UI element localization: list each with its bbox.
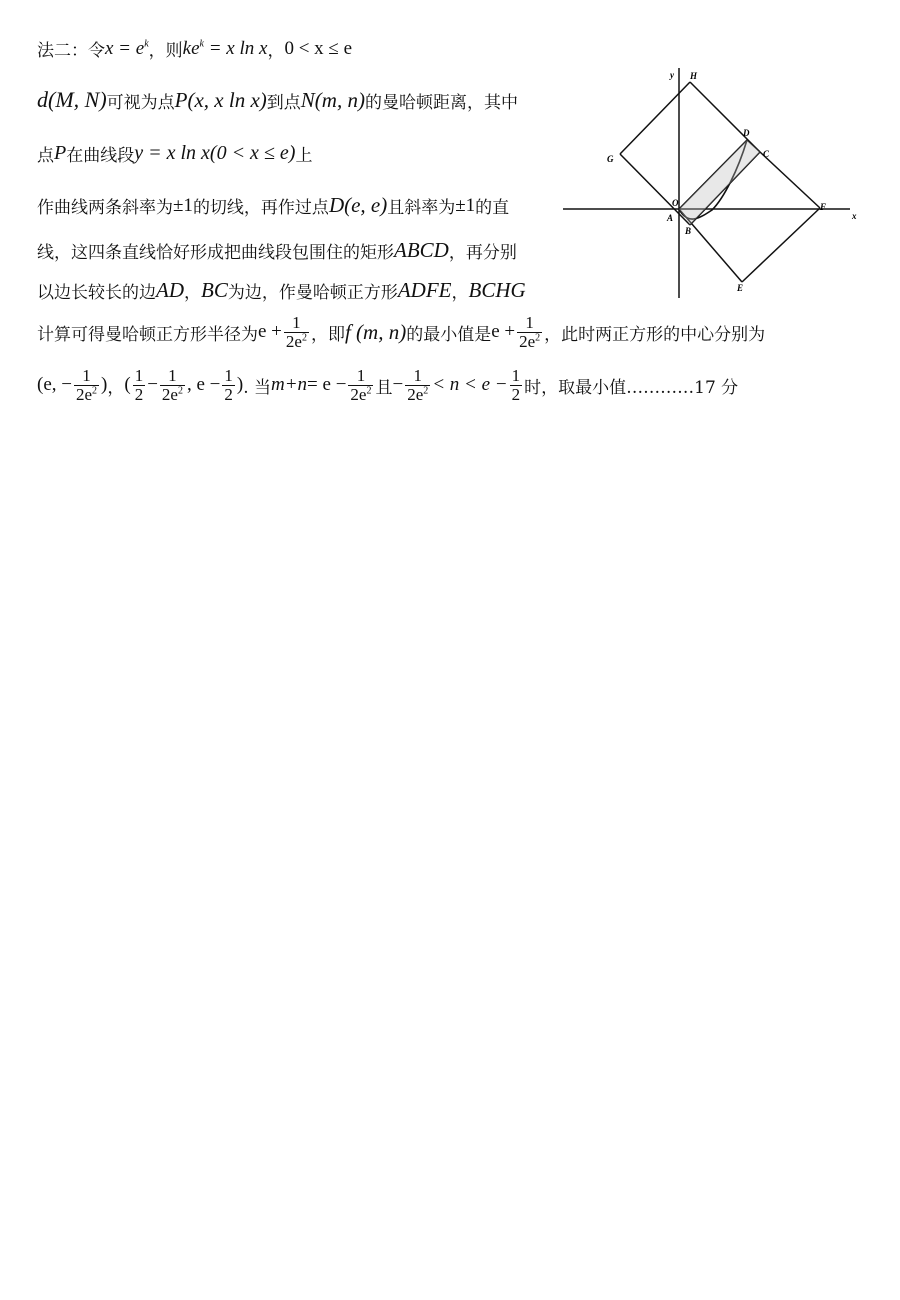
fraction: $\frac{1}{2e^2}$ — [75, 366, 98, 404]
label-f: F — [820, 202, 827, 212]
label-o: O — [672, 198, 679, 208]
shaded-region — [679, 140, 760, 225]
line-5: 线，这四条直线恰好形成把曲线段包围住的矩形 ABCD ，再分别 — [37, 238, 517, 263]
label-x: x — [852, 211, 857, 221]
label-h: H — [690, 71, 698, 81]
line-6: 以边长较长的边 AD ， BC 为边，作曼哈顿正方形 ADFE ， BCHG — [37, 278, 526, 303]
line-3: 点 P 在曲线段 y = x ln x(0 < x ≤ e) 上 — [37, 142, 313, 166]
label-d: D — [743, 128, 750, 138]
edge-cf — [760, 152, 820, 208]
label-b: B — [685, 226, 692, 236]
label-e: E — [737, 283, 744, 293]
fraction: $\frac{1}{2}$ — [511, 366, 521, 404]
fraction: $\frac{1}{2}$ — [134, 366, 144, 404]
line-8: (e, − $\frac{1}{2e^2}$ ) ， ( $\frac{1}{2}$ − $\frac{1}{2e^2}$ , e − $\frac{1}{2}$ ) . 当 m+n = e − $\frac{1}{2e^2}$ 且 − $\frac{1}{2e^2}$ < n < e − $\frac{1}{2}$ 时，取最小值…………17 分 — [37, 366, 739, 404]
fraction: $\frac{1}{2e^2}$ — [407, 366, 429, 404]
label-g: G — [607, 154, 614, 164]
fraction: $\frac{1}{2}$ — [224, 366, 233, 404]
edge-fe — [742, 208, 820, 282]
label-y: y — [670, 70, 674, 80]
manhattan-square-figure — [555, 60, 870, 305]
fraction: $\frac{1}{2e^2}$ — [519, 313, 541, 351]
line-1: 法二：令 $x = e^k$ ，则 $ke^k = x$ ln x ， 0 < x ≤ e — [37, 37, 353, 61]
label-a: A — [667, 213, 674, 223]
line-7: 计算可得曼哈顿正方形半径为 e + $\frac{1}{2e^2}$ ，即 f (m, n) 的最小值是 e + $\frac{1}{2e^2}$ ，此时两正方形的中心分别为 — [37, 313, 766, 351]
label-c: C — [763, 149, 770, 159]
fraction: $\frac{1}{2e^2}$ — [285, 313, 307, 351]
line-4: 作曲线两条斜率为 ±1 的切线，再作过点 D(e, e) 且斜率为 ±1 的直 — [37, 193, 510, 218]
fraction: $\frac{1}{2e^2}$ — [350, 366, 372, 404]
line-2: d(M, N) 可视为点 P(x, x ln x) 到点 N(m, n) 的曼哈顿距离，其中 — [37, 87, 518, 113]
fraction: $\frac{1}{2e^2}$ — [161, 366, 183, 404]
